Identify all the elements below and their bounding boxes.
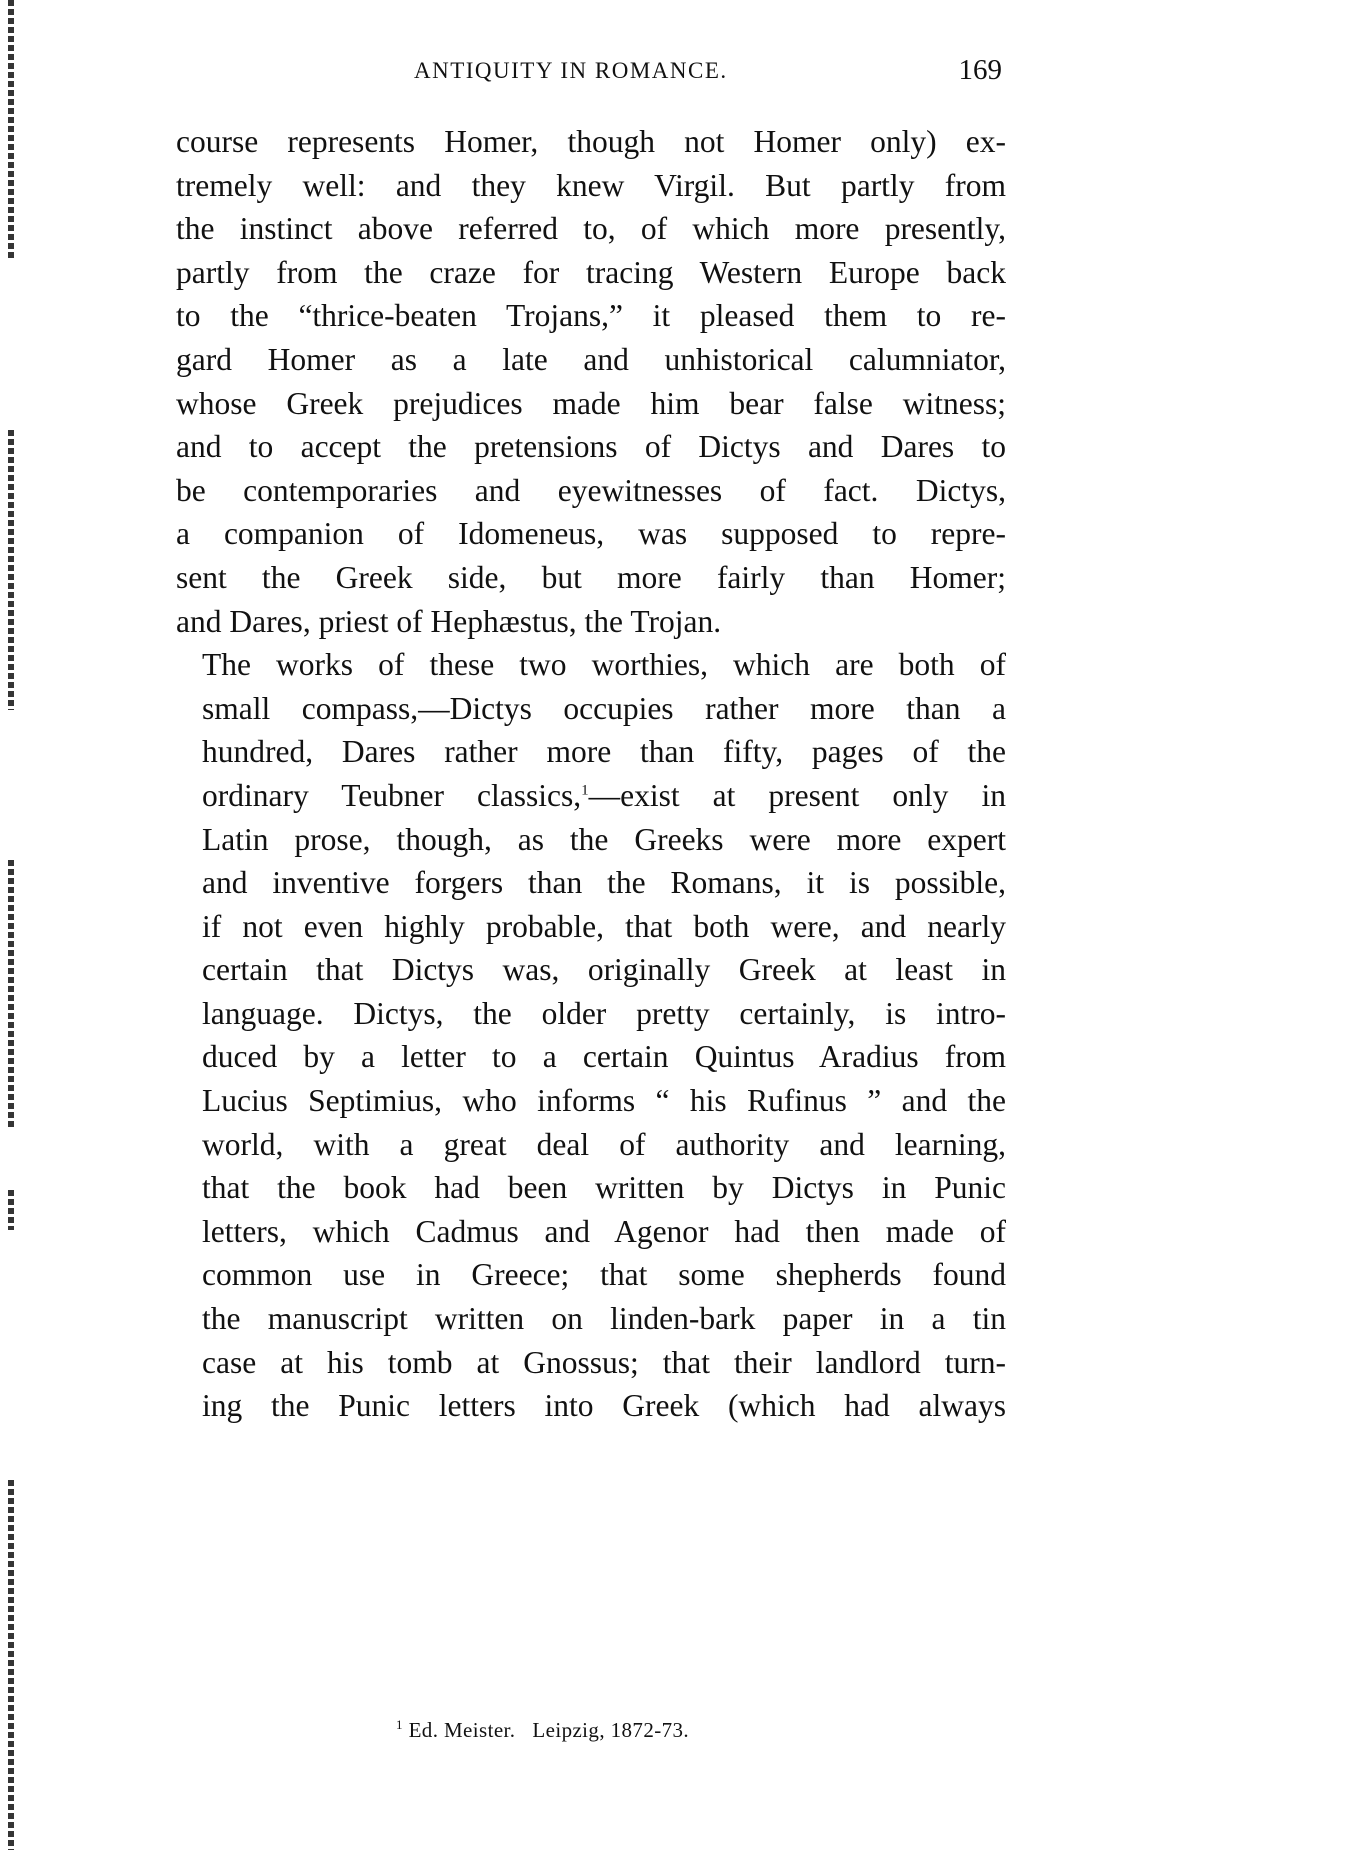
text-segment: —exist at present only in <box>588 777 1006 813</box>
text-line: to the “thrice-beaten Trojans,” it pleased them to re- <box>176 298 1006 334</box>
footnote <box>396 1718 689 1743</box>
text-line: tremely well: and they knew Virgil. But partly from <box>176 167 1006 203</box>
text-line: a companion of Idomeneus, was supposed to repre- <box>176 516 1006 552</box>
scan-margin-artifact <box>8 1190 14 1230</box>
text-segment: ordinary Teubner classics, <box>202 777 582 813</box>
paragraph-2 <box>176 643 1006 1428</box>
running-head: ANTIQUITY IN ROMANCE. <box>414 58 728 83</box>
text-line: duced by a letter to a certain Quintus Aradius from <box>202 1039 1006 1075</box>
text-line: the instinct above referred to, of which more presently, <box>176 211 1006 247</box>
text-line: letters, which Cadmus and Agenor had then made of <box>202 1213 1006 1249</box>
page-number: 169 <box>958 54 1002 86</box>
text-line: be contemporaries and eyewitnesses of fact. Dictys, <box>176 472 1006 508</box>
text-line: Latin prose, though, as the Greeks were more expert <box>202 821 1006 857</box>
text-line: gard Homer as a late and unhistorical calumniator, <box>176 341 1006 377</box>
footnote-text: Ed. Meister. Leipzig, 1872-73. <box>408 1718 690 1742</box>
text-line-with-footnote <box>176 774 1006 818</box>
scan-margin-artifact <box>8 430 14 710</box>
text-line: if not even highly probable, that both were, and nearly <box>202 908 1006 944</box>
text-line: the manuscript written on linden-bark paper in a tin <box>202 1301 1006 1337</box>
text-line: and inventive forgers than the Romans, it is possible, <box>202 865 1006 901</box>
body-text <box>176 120 1006 1428</box>
text-line: hundred, Dares rather more than fifty, pages of the <box>202 734 1006 770</box>
text-line: course represents Homer, though not Homer only) ex- <box>176 124 1006 159</box>
scan-margin-artifact <box>8 0 14 260</box>
scan-margin-artifact <box>8 1480 14 1850</box>
text-line: case at his tomb at Gnossus; that their landlord turn- <box>202 1344 1006 1380</box>
text-line: world, with a great deal of authority and learning, <box>202 1126 1006 1162</box>
scan-margin-artifact <box>8 860 14 1130</box>
text-line: ing the Punic letters into Greek (which had always <box>202 1388 1006 1424</box>
footnote-marker: 1 <box>396 1717 403 1732</box>
footnote-reference[interactable]: 1 <box>581 782 589 799</box>
text-line: certain that Dictys was, originally Greek at least in <box>202 952 1006 988</box>
text-line: language. Dictys, the older pretty certainly, is intro- <box>202 995 1006 1031</box>
text-line: small compass,—Dictys occupies rather more than a <box>202 690 1006 726</box>
text-line: whose Greek prejudices made him bear false witness; <box>176 385 1006 421</box>
text-line: partly from the craze for tracing Western Europe back <box>176 254 1006 290</box>
paragraph-1 <box>176 120 1006 643</box>
text-line: common use in Greece; that some shepherds found <box>202 1257 1006 1293</box>
text-line: and Dares, priest of Hephæstus, the Trojan. <box>176 603 722 639</box>
text-line: and to accept the pretensions of Dictys and Dares to <box>176 429 1006 465</box>
text-line: sent the Greek side, but more fairly than Homer; <box>176 559 1006 595</box>
text-line: that the book had been written by Dictys in Punic <box>202 1170 1006 1206</box>
page-header <box>176 54 1006 98</box>
text-line: Lucius Septimius, who informs “ his Rufinus ” and the <box>202 1083 1006 1119</box>
text-line: The works of these two worthies, which are both of <box>202 647 1006 683</box>
